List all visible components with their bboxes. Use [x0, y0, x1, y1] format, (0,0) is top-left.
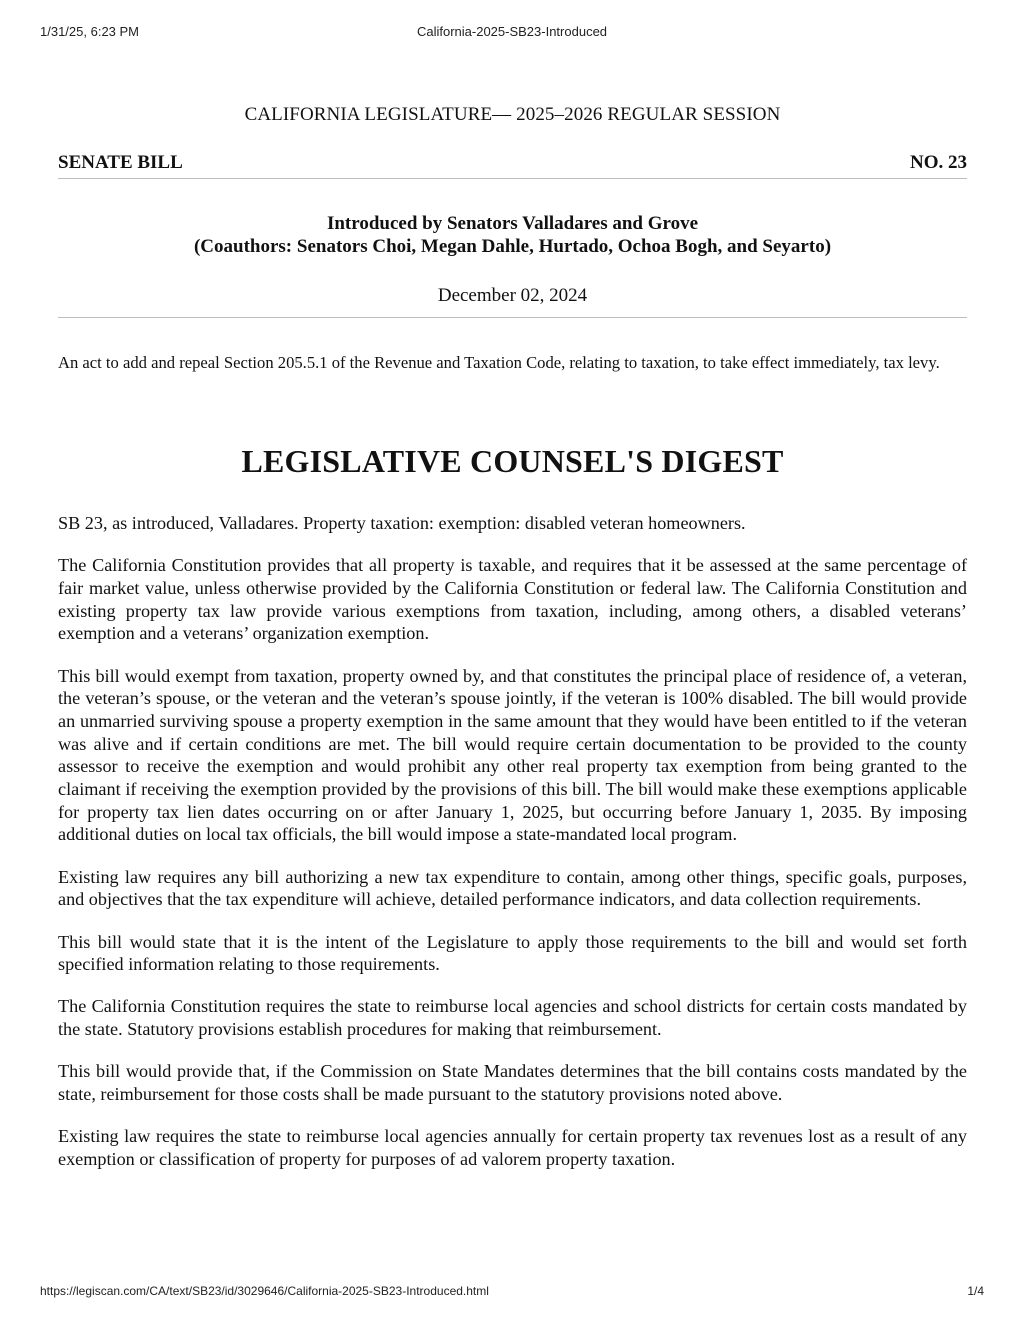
- digest-summary: SB 23, as introduced, Valladares. Property taxation: exemption: disabled veteran homeowners.: [58, 513, 746, 533]
- coauthors: (Coauthors: Senators Choi, Megan Dahle, Hurtado, Ochoa Bogh, and Seyarto): [193, 236, 832, 257]
- digest-paragraph: This bill would state that it is the intent of the Legislature to apply those requirements to the bill and would set forth specified information relating to those requirements.: [58, 931, 967, 975]
- authors-block: [58, 212, 967, 258]
- introduced-by: Introduced by Senators Valladares and Grove: [326, 213, 699, 234]
- bill-type: SENATE BILL: [58, 152, 183, 173]
- page-number: 1/4: [967, 1284, 984, 1298]
- digest-heading: LEGISLATIVE COUNSEL'S DIGEST: [241, 443, 784, 479]
- digest-paragraph: This bill would exempt from taxation, property owned by, and that constitutes the principal place of residence of, a veteran, the veteran’s spouse, or the veteran and the veteran’s spouse jointly, if the veteran is 100% disabled. The bill would provide an unmarried surviving spouse a property exemption in the same amount that they would have been entitled to if the veteran was alive and if certain conditions are met. The bill would require certain documentation to be provided to the county assessor to receive the exemption and would prohibit any other real property tax exemption from being granted to the claimant if receiving the exemption provided by the provisions of this bill. The bill would make these exemptions applicable for property tax lien dates occurring on or after January 1, 2025, but occurring before January 1, 2035. By imposing additional duties on local tax officials, the bill would impose a state-mandated local program.: [58, 665, 967, 845]
- print-datetime: 1/31/25, 6:23 PM: [40, 24, 140, 39]
- digest-paragraph: The California Constitution requires the state to reimburse local agencies and school districts for certain costs mandated by the state. Statutory provisions establish procedures for making that reimbursement.: [58, 996, 967, 1040]
- print-header: [40, 24, 984, 42]
- bill-number: NO. 23: [910, 152, 967, 173]
- introduced-date: December 02, 2024: [437, 285, 588, 306]
- print-document-title: California-2025-SB23-Introduced: [416, 24, 608, 39]
- divider: [58, 317, 967, 318]
- act-title: An act to add and repeal Section 205.5.1 of the Revenue and Taxation Code, relating to taxation, to take effect immediately, tax levy.: [58, 353, 940, 372]
- digest-paragraph: Existing law requires the state to reimburse local agencies annually for certain property tax revenues lost as a result of any exemption or classification of property for purposes of ad valorem property taxation.: [58, 1126, 967, 1169]
- divider: [58, 178, 967, 179]
- legislative-session: CALIFORNIA LEGISLATURE— 2025–2026 REGULAR SESSION: [244, 104, 781, 125]
- digest-paragraph: Existing law requires any bill authorizing a new tax expenditure to contain, among other things, specific goals, purposes, and objectives that the tax expenditure will achieve, detailed performance indicators, and data collection requirements.: [58, 866, 967, 910]
- digest-paragraph: This bill would provide that, if the Commission on State Mandates determines that the bill contains costs mandated by the state, reimbursement for those costs shall be made pursuant to the statutory provisions noted above.: [58, 1061, 967, 1105]
- digest-paragraph: The California Constitution provides that all property is taxable, and requires that it be assessed at the same percentage of fair market value, unless otherwise provided by the California Constitution or federal law. The California Constitution and existing property tax law provide various exemptions from taxation, including, among others, a disabled veterans’ exemption and a veterans’ organization exemption.: [58, 555, 967, 644]
- bill-document: [58, 103, 967, 1171]
- source-url: https://legiscan.com/CA/text/SB23/id/3029646/California-2025-SB23-Introduced.html: [40, 1284, 489, 1298]
- print-footer: [40, 1284, 984, 1302]
- bill-identifier-row: [58, 151, 967, 175]
